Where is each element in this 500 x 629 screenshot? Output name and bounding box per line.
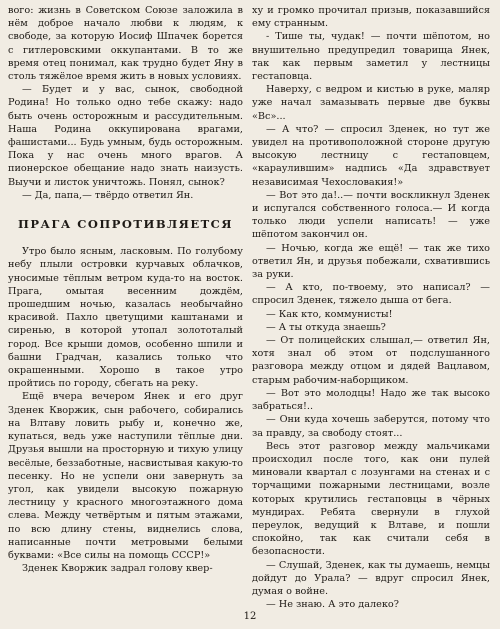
- paragraph: — Не знаю. А это далеко?: [266, 599, 399, 611]
- paragraph: — Да, папа,— твёрдо ответил Ян.: [22, 189, 194, 201]
- paragraph: — От полицейских слышал,— ответил Ян, хотя знал об этом от подслушанного разговора между отцом и дядей Вацлавом, старым рабочим-наборщиком.: [252, 335, 490, 386]
- paragraph: Наверху, с ведром и кистью в руке, маляр уже начал замазывать первые две буквы «Вс»...: [252, 84, 490, 122]
- right-column: [252, 4, 490, 611]
- paragraph: Весь этот разговор между мальчиками происходил после того, как они пулей миновали квартал с лозунгами на стенах и с торчащими пожарными лестницами, возле которых крутились гестаповцы в чёрных мундирах. Ребята свернули в глухой переулок, ведущий к Влтаве, и пошли спокойно, так как считали себя в безопасности.: [252, 440, 490, 558]
- chapter-heading: ПРАГА СОПРОТИВЛЯЕТСЯ: [18, 217, 233, 232]
- paragraph: ху и громко прочитал призыв, показавшийся ему странным.: [252, 5, 490, 30]
- paragraph: — Вот это молодцы! Надо же так высоко забраться!..: [252, 387, 490, 413]
- paragraph: — Они куда хочешь заберутся, потому что за правду, за свободу стоят...: [252, 414, 490, 439]
- paragraph: — А что? — спросил Зденек, но тут же увидел на противоположной стороне другую высокую лестницу с гестаповцем, «караулившим» надпись «Да здравствует независимая Чехословакия!»: [252, 123, 490, 188]
- paragraph: вого: жизнь в Советском Союзе заложила в нём доброе начало любви к людям, к свободе, за которую Иосиф Шпачек борется с гитлеровскими оккупантами. В то же время отец понимал, как трудно будет Яну в столь тяжёлое время жить в новых условиях.: [8, 5, 243, 83]
- paragraph: — Как кто, коммунисты!: [266, 308, 393, 320]
- page-number: 12: [243, 611, 257, 622]
- paragraph: — А ты откуда знаешь?: [266, 321, 386, 333]
- paragraph: — Ночью, когда же ещё! — так же тихо ответил Ян, и друзья побежали, схватившись за руки.: [252, 242, 490, 281]
- paragraph: — А кто, по-твоему, это написал? — спросил Зденек, тяжело дыша от бега.: [252, 282, 490, 307]
- paragraph: Ещё вчера вечером Янек и его друг Зденек Кворжик, сын рабочего, собирались на Влтаву ловить рыбу и, конечно же, купаться, ведь уже наступили тёплые дни. Друзья вышли на просторную и тихую улицу весёлые, беззаботные, насвистывая какую-то песенку. Но не успели они завернуть за угол, как увидели высокую пожарную лестницу у красного многоэтажного дома слева. Между четвёртым и пятым этажами, по всю длину стены, виднелись слова, написанные почти метровыми белыми буквами: «Все силы на помощь СССР!»: [8, 391, 243, 561]
- paragraph: - Тише ты, чудак! — почти шёпотом, но внушительно предупредил товарища Янек, так как первым заметил у лестницы гестаповца.: [252, 31, 490, 83]
- left-column: [8, 4, 243, 575]
- paragraph: Зденек Кворжик задрал голову квер-: [22, 563, 213, 575]
- paragraph: — Слушай, Зденек, как ты думаешь, немцы дойдут до Урала? — вдруг спросил Янек, думая о войне.: [252, 559, 490, 597]
- paragraph: Утро было ясным, ласковым. По голубому небу плыли островки курчавых облачков, уносимые тёплым ветром куда-то на восток. Прага, омытая весенним дождём, прошедшим ночью, казалась необычайно красивой. Пахло цветущими каштанами и сиренью, в которой утопал золототалый город. Все крыши домов, особенно шпили и башни Градчан, казались только что окрашенными. Хорошо в такое утро пройтись по городу, сбегать на реку.: [8, 246, 243, 390]
- paragraph: — Вот это да!..— почти воскликнул Зденек и испугался собственного голоса.— И когда только люди успели написать! — уже шёпотом закончил он.: [252, 189, 490, 241]
- paragraph: — Будет и у вас, сынок, свободной Родина! Но только одно тебе скажу: надо быть очень осторожным и рассудительным. Наша Родина оккупирована врагами, фашистами... Будь умным, будь осторожным. Пока у нас очень много врагов. А пионерское обещание надо знать наизусть. Выучи и листок уничтожь. Понял, сынок?: [8, 84, 243, 188]
